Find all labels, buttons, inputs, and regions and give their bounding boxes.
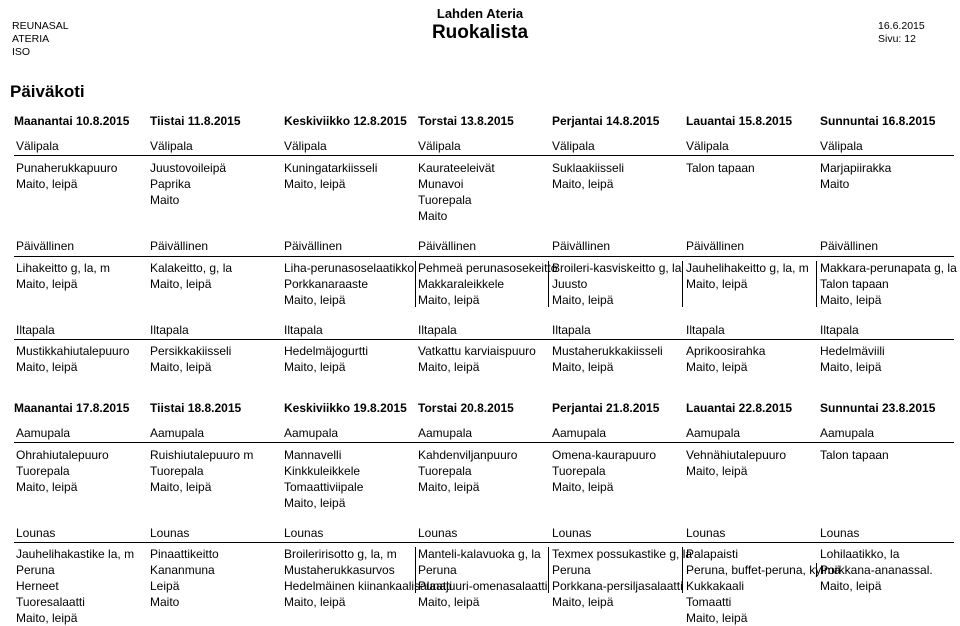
page-number: Sivu: 12 [878, 33, 916, 45]
menu-cell [418, 160, 552, 224]
menu-item: Omena-kaurapuuro [552, 448, 657, 462]
menu-cell [16, 447, 150, 495]
menu-item: Punajuuri-omenasalaatti [418, 579, 548, 593]
menu-item: Maito, leipä [552, 595, 614, 609]
menu-item: Vehnähiutalepuuro [686, 448, 787, 462]
menu-cell [284, 343, 418, 375]
menu-item: Porkkana-ananassal. [820, 563, 933, 577]
meal-label: Iltapala [686, 323, 725, 337]
menu-cell [552, 260, 686, 308]
menu-item: Maito, leipä [284, 177, 346, 191]
day-header: Maanantai 10.8.2015 [14, 114, 130, 128]
day-header: Lauantai 15.8.2015 [686, 114, 793, 128]
menu-item: Jauhelihakastike la, m [16, 547, 135, 561]
day-header: Sunnuntai 16.8.2015 [820, 114, 936, 128]
column-separator [415, 261, 416, 307]
column-separator [816, 563, 817, 577]
divider [14, 256, 954, 257]
meal-label: Aamupala [418, 426, 473, 440]
menu-cell [284, 260, 418, 308]
menu-cell [418, 343, 552, 375]
header-left-line: ISO [12, 46, 31, 58]
meal-label: Välipala [552, 139, 595, 153]
meal-label: Iltapala [16, 323, 55, 337]
day-header: Tiistai 11.8.2015 [150, 114, 241, 128]
menu-cell [552, 447, 686, 495]
menu-cell [16, 546, 150, 626]
menu-item: Peruna, buffet-peruna, kylmä [686, 563, 841, 577]
menu-item: Peruna [552, 563, 591, 577]
meal-label: Iltapala [284, 323, 323, 337]
menu-item: Pinaattikeitto [150, 547, 219, 561]
menu-item: Suklaakiisseli [552, 161, 625, 175]
menu-cell [820, 343, 954, 375]
meal-label: Päivällinen [16, 239, 75, 253]
document-title: Ruokalista [431, 22, 529, 43]
page-title: Päiväkoti [10, 82, 85, 101]
menu-cell [820, 160, 954, 192]
header-center [0, 6, 960, 44]
menu-item: Ohrahiutalepuuro [16, 448, 109, 462]
menu-item: Persikkakiisseli [150, 344, 232, 358]
menu-item: Porkkana-persiljasalaatti [552, 579, 683, 593]
menu-item: Maito, leipä [552, 293, 614, 307]
menu-item: Maito, leipä [686, 360, 748, 374]
day-header: Tiistai 18.8.2015 [150, 401, 242, 415]
menu-cell [686, 546, 841, 626]
meal-label: Välipala [686, 139, 729, 153]
header-right [878, 20, 925, 46]
meal-label: Lounas [150, 526, 190, 540]
menu-item: Hedelmäinen kiinankaalisalaatti [284, 579, 453, 593]
meal-label: Iltapala [418, 323, 457, 337]
menu-item: Peruna [418, 563, 457, 577]
day-header: Maanantai 17.8.2015 [14, 401, 130, 415]
menu-item: Maito, leipä [284, 360, 346, 374]
menu-cell [418, 260, 558, 308]
menu-item: Maito, leipä [418, 595, 480, 609]
menu-cell [150, 546, 284, 610]
meal-label: Päivällinen [284, 239, 343, 253]
meal-label: Lounas [284, 526, 324, 540]
meal-label: Lounas [686, 526, 726, 540]
menu-cell [820, 260, 957, 308]
divider [14, 339, 954, 340]
menu-cell [418, 447, 552, 495]
meal-label: Välipala [16, 139, 59, 153]
menu-cell [686, 343, 820, 375]
menu-item: Maito [150, 193, 180, 207]
menu-item: Maito, leipä [150, 360, 212, 374]
menu-item: Lihakeitto g, la, m [16, 261, 111, 275]
day-header: Torstai 20.8.2015 [418, 401, 514, 415]
day-header: Perjantai 21.8.2015 [552, 401, 660, 415]
menu-item: Maito, leipä [150, 277, 212, 291]
menu-cell [284, 160, 418, 192]
meal-label: Välipala [820, 139, 863, 153]
menu-cell [552, 160, 686, 192]
menu-item: Leipä [150, 579, 180, 593]
menu-item: Tuorepala [418, 464, 472, 478]
meal-label: Päivällinen [418, 239, 477, 253]
menu-item: Maito, leipä [418, 293, 480, 307]
day-header: Lauantai 22.8.2015 [686, 401, 793, 415]
menu-item: Manteli-kalavuoka g, la [418, 547, 541, 561]
menu-item: Maito [150, 595, 180, 609]
menu-item: Palapaisti [686, 547, 739, 561]
meal-label: Aamupala [16, 426, 71, 440]
menu-item: Talon tapaan [820, 448, 889, 462]
menu-item: Mannavelli [284, 448, 342, 462]
meal-label: Lounas [16, 526, 56, 540]
menu-cell [150, 343, 284, 375]
menu-item: Kukkakaali [686, 579, 745, 593]
meal-label: Välipala [418, 139, 461, 153]
menu-cell [16, 260, 150, 292]
meal-label: Päivällinen [820, 239, 879, 253]
day-header: Keskiviikko 19.8.2015 [284, 401, 407, 415]
menu-cell [16, 160, 150, 192]
menu-item: Tuorepala [418, 193, 472, 207]
menu-cell [686, 447, 820, 479]
menu-item: Juusto [552, 277, 588, 291]
menu-item: Maito, leipä [16, 360, 78, 374]
menu-item: Pehmeä perunasosekeitto [418, 261, 558, 275]
menu-item: Mustaherukkakiisseli [552, 344, 663, 358]
meal-label: Päivällinen [686, 239, 745, 253]
menu-cell [16, 343, 150, 375]
menu-item: Maito, leipä [552, 177, 614, 191]
menu-item: Punaherukkapuuro [16, 161, 118, 175]
menu-item: Hedelmäviili [820, 344, 885, 358]
menu-item: Aprikoosirahka [686, 344, 766, 358]
menu-item: Tuoresalaatti [16, 595, 85, 609]
menu-item: Juustovoileipä [150, 161, 227, 175]
menu-item: Talon tapaan [686, 161, 755, 175]
menu-item: Hedelmäjogurtti [284, 344, 369, 358]
column-separator [548, 547, 549, 593]
menu-cell [418, 546, 552, 610]
menu-item: Maito, leipä [820, 360, 882, 374]
menu-item: Maito, leipä [16, 177, 78, 191]
menu-item: Munavoi [418, 177, 464, 191]
column-separator [415, 547, 416, 593]
menu-item: Maito, leipä [418, 360, 480, 374]
meal-label: Lounas [418, 526, 458, 540]
meal-label: Lounas [820, 526, 860, 540]
divider [14, 442, 954, 443]
menu-item: Makkara-perunapata g, la [820, 261, 957, 275]
meal-label: Välipala [284, 139, 327, 153]
menu-item: Mustaherukkasurvos [284, 563, 395, 577]
menu-item: Maito, leipä [820, 579, 882, 593]
meal-label: Päivällinen [552, 239, 611, 253]
menu-item: Paprika [150, 177, 191, 191]
menu-cell [820, 546, 954, 594]
meal-label: Aamupala [552, 426, 607, 440]
menu-item: Tomaatti [686, 595, 732, 609]
header-left-line: ATERIA [12, 33, 50, 45]
menu-item: Maito, leipä [150, 480, 212, 494]
menu-item: Talon tapaan [820, 277, 889, 291]
menu-item: Kinkkuleikkele [284, 464, 361, 478]
menu-item: Peruna [16, 563, 55, 577]
menu-item: Maito, leipä [16, 611, 78, 625]
meal-label: Aamupala [284, 426, 339, 440]
menu-item: Tomaattiviipale [284, 480, 364, 494]
day-header: Torstai 13.8.2015 [418, 114, 514, 128]
menu-item: Marjapiirakka [820, 161, 892, 175]
menu-item: Mustikkahiutalepuuro [16, 344, 130, 358]
menu-item: Broileririsotto g, la, m [284, 547, 397, 561]
menu-cell [150, 160, 284, 208]
day-header: Perjantai 14.8.2015 [552, 114, 660, 128]
menu-item: Kuningatarkiisseli [284, 161, 378, 175]
organization-name: Lahden Ateria [436, 6, 524, 21]
menu-item: Maito, leipä [284, 595, 346, 609]
menu-item: Maito, leipä [686, 277, 748, 291]
menu-item: Maito, leipä [16, 480, 78, 494]
menu-item: Maito, leipä [552, 360, 614, 374]
day-header: Keskiviikko 12.8.2015 [284, 114, 407, 128]
menu-cell [686, 160, 820, 176]
menu-item: Kaurateeleivät [418, 161, 495, 175]
menu-item: Herneet [16, 579, 59, 593]
menu-item: Maito, leipä [16, 277, 78, 291]
meal-label: Aamupala [150, 426, 205, 440]
menu-item: Tuorepala [16, 464, 70, 478]
menu-item: Maito [820, 177, 850, 191]
menu-item: Maito, leipä [820, 293, 882, 307]
meal-label: Lounas [552, 526, 592, 540]
menu-cell [820, 447, 954, 463]
menu-cell [686, 260, 820, 292]
menu-item: Kahdenviljanpuuro [418, 448, 518, 462]
header-left-line: REUNASAL [12, 20, 69, 32]
menu-item: Maito, leipä [552, 480, 614, 494]
print-date: 16.6.2015 [878, 20, 925, 32]
menu-cell [150, 260, 284, 292]
column-separator [816, 261, 817, 307]
meal-label: Välipala [150, 139, 193, 153]
menu-cell [150, 447, 284, 495]
column-separator [682, 547, 683, 593]
meal-label: Iltapala [150, 323, 189, 337]
menu-item: Maito, leipä [686, 464, 748, 478]
menu-item: Texmex possukastike g, la [552, 547, 693, 561]
menu-item: Maito, leipä [686, 611, 748, 625]
menu-item: Jauhelihakeitto g, la, m [686, 261, 809, 275]
column-separator [682, 261, 683, 307]
menu-item: Vatkattu karviaispuuro [418, 344, 536, 358]
menu-item: Maito, leipä [418, 480, 480, 494]
menu-cell [284, 447, 418, 511]
menu-item: Broileri-kasviskeitto g, la [552, 261, 682, 275]
menu-item: Ruishiutalepuuro m [150, 448, 254, 462]
meal-label: Iltapala [552, 323, 591, 337]
menu-item: Liha-perunasoselaatikko [284, 261, 415, 275]
meal-label: Aamupala [820, 426, 875, 440]
meal-label: Aamupala [686, 426, 741, 440]
menu-item: Tuorepala [150, 464, 204, 478]
menu-item: Lohilaatikko, la [820, 547, 900, 561]
column-separator [548, 261, 549, 307]
day-header: Sunnuntai 23.8.2015 [820, 401, 936, 415]
menu-item: Maito, leipä [284, 496, 346, 510]
meal-label: Päivällinen [150, 239, 209, 253]
menu-item: Kalakeitto, g, la [150, 261, 233, 275]
meal-label: Iltapala [820, 323, 859, 337]
menu-item: Tuorepala [552, 464, 606, 478]
menu-cell [552, 343, 686, 375]
menu-item: Kananmuna [150, 563, 215, 577]
menu-item: Porkkanaraaste [284, 277, 369, 291]
menu-item: Makkaraleikkele [418, 277, 505, 291]
divider [14, 155, 954, 156]
divider [14, 542, 954, 543]
menu-item: Maito [418, 209, 448, 223]
menu-item: Maito, leipä [284, 293, 346, 307]
menu-cell [552, 546, 693, 610]
